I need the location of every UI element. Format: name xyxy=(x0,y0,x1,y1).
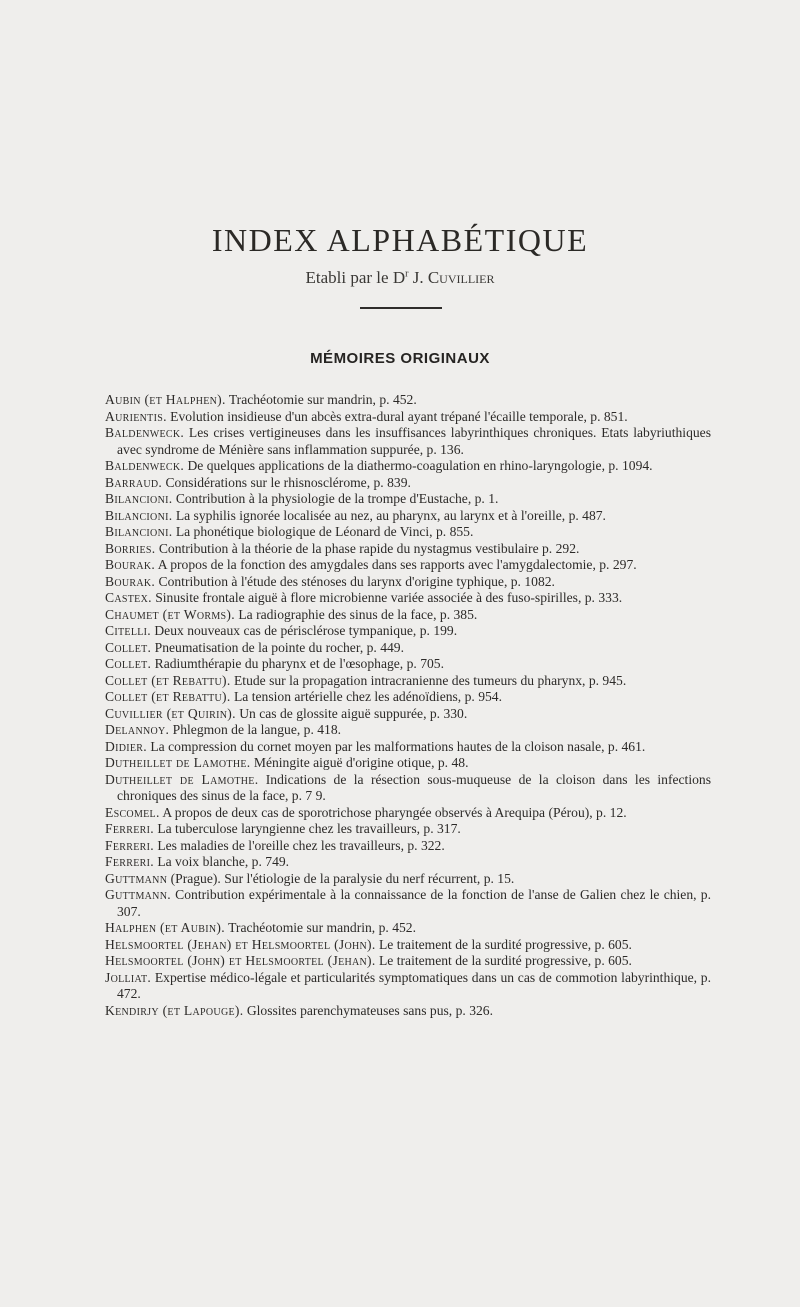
entry-text: Méningite aiguë d'origine otique, p. 48. xyxy=(250,755,469,770)
index-entry xyxy=(105,1003,711,1020)
index-entry xyxy=(105,409,711,426)
index-entry xyxy=(105,656,711,673)
entry-list xyxy=(105,392,711,1019)
entry-text: (Prague). Sur l'étiologie de la paralysie du nerf récurrent, p. 15. xyxy=(167,870,515,886)
entry-author: Helsmoortel (John) et Helsmoortel (Jehan). xyxy=(105,953,376,968)
index-entry xyxy=(105,557,711,574)
entry-author: Halphen (et Aubin). xyxy=(105,920,225,935)
entry-text: Glossites parenchymateuses sans pus, p. 326. xyxy=(243,1002,493,1018)
index-entry xyxy=(105,541,711,558)
index-entry xyxy=(105,920,711,937)
entry-text: La voix blanche, p. 749. xyxy=(153,854,290,869)
index-entry xyxy=(105,887,711,920)
entry-author: Collet (et Rebattu). xyxy=(105,672,231,688)
entry-text: Indications de la résection sous-muqueuse de la cloison dans les infections chroniques des sinus de la face, p. 7 9. xyxy=(117,771,711,803)
entry-text: La phonétique biologique de Léonard de Vinci, p. 855. xyxy=(172,524,474,539)
entry-author: Didier. xyxy=(105,738,147,754)
entry-author: Ferreri. xyxy=(105,854,154,869)
index-entry xyxy=(105,854,711,871)
entry-author: Aurientis. xyxy=(105,408,167,424)
entry-author: Baldenweck. xyxy=(105,425,185,440)
index-entry xyxy=(105,970,711,1003)
entry-text: Trachéotomie sur mandrin, p. 452. xyxy=(225,392,417,407)
entry-author: Collet (et Rebattu). xyxy=(105,689,231,704)
entry-author: Guttmann xyxy=(105,870,168,886)
entry-text: Contribution à la physiologie de la trompe d'Eustache, p. 1. xyxy=(172,491,499,506)
index-entry xyxy=(105,673,711,690)
entry-author: Ferreri. xyxy=(105,821,154,836)
index-title: INDEX ALPHABÉTIQUE xyxy=(211,222,589,258)
entry-text: La compression du cornet moyen par les malformations hautes de la cloison nasale, p. 461. xyxy=(146,738,646,754)
index-entry xyxy=(105,475,711,492)
index-entry xyxy=(105,821,711,838)
entry-author: Dutheillet de Lamothe. xyxy=(105,755,251,770)
index-entry xyxy=(105,508,711,525)
entry-text: Radiumthérapie du pharynx et de l'œsophage, p. 705. xyxy=(151,656,444,671)
index-entry xyxy=(105,706,711,723)
entry-author: Guttmann. xyxy=(105,887,171,902)
index-entry xyxy=(105,392,711,409)
subtitle-prefix: Etabli par le D xyxy=(305,268,406,287)
title-rule xyxy=(360,307,442,309)
index-entry xyxy=(105,953,711,970)
index-entry xyxy=(105,425,711,458)
entry-text: Evolution insidieuse d'un abcès extra-dural ayant trépané l'écaille temporale, p. 851. xyxy=(166,408,628,424)
subtitle-name: J. Cuvillier xyxy=(408,268,495,287)
entry-text: Le traitement de la surdité progressive, p. 605. xyxy=(375,953,632,968)
entry-author: Bilancioni. xyxy=(105,507,173,523)
entry-author: Collet. xyxy=(105,656,152,671)
entry-text: Expertise médico-légale et particularités symptomatiques dans un cas de commotion labyrinthique, p. 472. xyxy=(117,969,711,1001)
entry-author: Castex. xyxy=(105,590,152,605)
entry-author: Escomel. xyxy=(105,804,160,820)
entry-author: Collet. xyxy=(105,639,152,655)
entry-author: Bourak. xyxy=(105,573,156,589)
index-entry xyxy=(105,491,711,508)
entry-author: Cuvillier (et Quirin). xyxy=(105,705,236,721)
entry-text: Trachéotomie sur mandrin, p. 452. xyxy=(224,920,416,935)
index-entry xyxy=(105,524,711,541)
index-entry xyxy=(105,623,711,640)
index-subtitle xyxy=(0,268,800,288)
entry-text: Phlegmon de la langue, p. 418. xyxy=(169,722,342,737)
entry-author: Ferreri. xyxy=(105,837,154,853)
entry-text: De quelques applications de la diathermo-coagulation en rhino-laryngologie, p. 1094. xyxy=(184,458,653,473)
entry-text: Considérations sur le rhisnosclérome, p. 839. xyxy=(162,474,411,490)
entry-author: Bilancioni. xyxy=(105,524,173,539)
index-entry xyxy=(105,574,711,591)
index-entry xyxy=(105,805,711,822)
entry-author: Bilancioni. xyxy=(105,491,173,506)
entry-author: Jolliat. xyxy=(105,969,152,985)
index-entry xyxy=(105,607,711,624)
index-entry xyxy=(105,871,711,888)
entry-text: Sinusite frontale aiguë à flore microbienne variée associée à des fuso-spirilles, p. 333. xyxy=(151,590,623,605)
entry-text: Les crises vertigineuses dans les insuffisances labyrinthiques chroniques. Etats labyriuthiques avec syndrome de Ménière sans inflammation suppurée, p. 136. xyxy=(117,425,711,457)
index-entry xyxy=(105,838,711,855)
index-entry xyxy=(105,722,711,739)
entry-text: La tension artérielle chez les adénoïdiens, p. 954. xyxy=(230,689,502,704)
entry-text: Etude sur la propagation intracranienne des tumeurs du pharynx, p. 945. xyxy=(230,672,627,688)
entry-author: Borries. xyxy=(105,540,156,556)
entry-text: A propos de deux cas de sporotrichose pharyngée observés à Arequipa (Pérou), p. 12. xyxy=(159,804,627,820)
entry-text: Pneumatisation de la pointe du rocher, p. 449. xyxy=(151,639,405,655)
entry-author: Barraud. xyxy=(105,474,163,490)
index-entry xyxy=(105,458,711,475)
entry-text: La tuberculose laryngienne chez les travailleurs, p. 317. xyxy=(153,821,461,836)
entry-text: La syphilis ignorée localisée au nez, au pharynx, au larynx et à l'oreille, p. 487. xyxy=(172,507,606,523)
entry-author: Delannoy. xyxy=(105,722,170,737)
entry-text: Deux nouveaux cas de périsclérose tympanique, p. 199. xyxy=(150,623,458,638)
entry-author: Citelli. xyxy=(105,623,151,638)
entry-text: Le traitement de la surdité progressive, p. 605. xyxy=(375,936,632,952)
entry-author: Helsmoortel (Jehan) et Helsmoortel (John). xyxy=(105,936,376,952)
index-entry xyxy=(105,755,711,772)
entry-author: Bourak. xyxy=(105,557,156,572)
index-entry xyxy=(105,739,711,756)
index-entry xyxy=(105,640,711,657)
entry-author: Baldenweck. xyxy=(105,458,185,473)
entry-text: Les maladies de l'oreille chez les travailleurs, p. 322. xyxy=(153,837,445,853)
entry-text: Un cas de glossite aiguë suppurée, p. 330. xyxy=(235,705,468,721)
index-entry xyxy=(105,937,711,954)
subtitle-sup: r xyxy=(405,268,409,280)
index-entry xyxy=(105,689,711,706)
entry-text: A propos de la fonction des amygdales dans ses rapports avec l'amygdalectomie, p. 297. xyxy=(155,557,637,572)
entry-text: Contribution à l'étude des sténoses du larynx d'origine typhique, p. 1082. xyxy=(155,573,555,589)
section-heading: MÉMOIRES ORIGINAUX xyxy=(310,350,490,367)
index-entry xyxy=(105,590,711,607)
entry-text: Contribution à la théorie de la phase rapide du nystagmus vestibulaire p. 292. xyxy=(155,540,580,556)
entry-author: Aubin (et Halphen). xyxy=(105,392,226,407)
entry-text: Contribution expérimentale à la connaissance de la fonction de l'anse de Galien chez le chien, p. 307. xyxy=(117,887,711,919)
entry-author: Kendirjy (et Lapouge). xyxy=(105,1002,244,1018)
entry-author: Dutheillet de Lamothe. xyxy=(105,771,259,787)
index-entry xyxy=(105,772,711,805)
entry-author: Chaumet (et Worms). xyxy=(105,606,235,622)
entry-text: La radiographie des sinus de la face, p. 385. xyxy=(234,606,478,622)
